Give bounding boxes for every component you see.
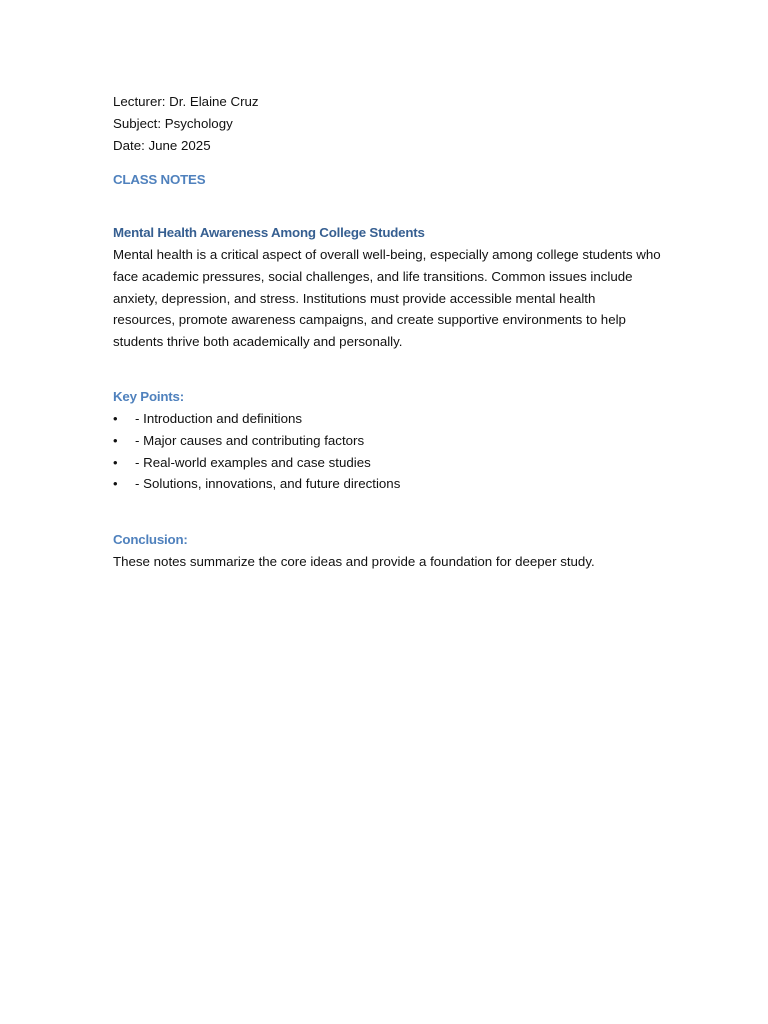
list-item-text: - Solutions, innovations, and future directions	[135, 476, 401, 492]
key-points-heading: Key Points:	[113, 388, 184, 404]
document-page	[113, 91, 673, 573]
lecturer-line: Lecturer: Dr. Elaine Cruz	[113, 94, 259, 109]
list-item-text: - Real-world examples and case studies	[135, 454, 371, 470]
subject-line: Subject: Psychology	[113, 116, 233, 131]
list-item-text: - Introduction and definitions	[135, 410, 303, 426]
bullet-icon: •	[113, 454, 118, 470]
bullet-icon: •	[113, 410, 118, 426]
class-notes-label: CLASS NOTES	[113, 172, 206, 187]
date-line: Date: June 2025	[113, 138, 211, 153]
list-item	[113, 430, 673, 452]
conclusion-heading: Conclusion:	[113, 532, 188, 548]
list-item	[113, 473, 673, 495]
document-title: Mental Health Awareness Among College Students	[113, 225, 425, 240]
list-item-text: - Major causes and contributing factors	[135, 432, 365, 448]
list-item	[113, 452, 673, 474]
bullet-icon: •	[113, 432, 118, 448]
list-item	[113, 408, 673, 430]
bullet-icon: •	[113, 476, 118, 492]
conclusion-paragraph: These notes summarize the core ideas and provide a foundation for deeper study.	[113, 554, 595, 570]
key-points-list	[113, 408, 673, 495]
body-paragraph: Mental health is a critical aspect of overall well-being, especially among college students who face academic pressures, social challenges, and life transitions. Common issues include anxiety, depression, and stress. Institutions must provide accessible mental health resources, promote awareness campaigns, and create supportive environments to help students thrive both academically and personally.	[113, 247, 661, 350]
